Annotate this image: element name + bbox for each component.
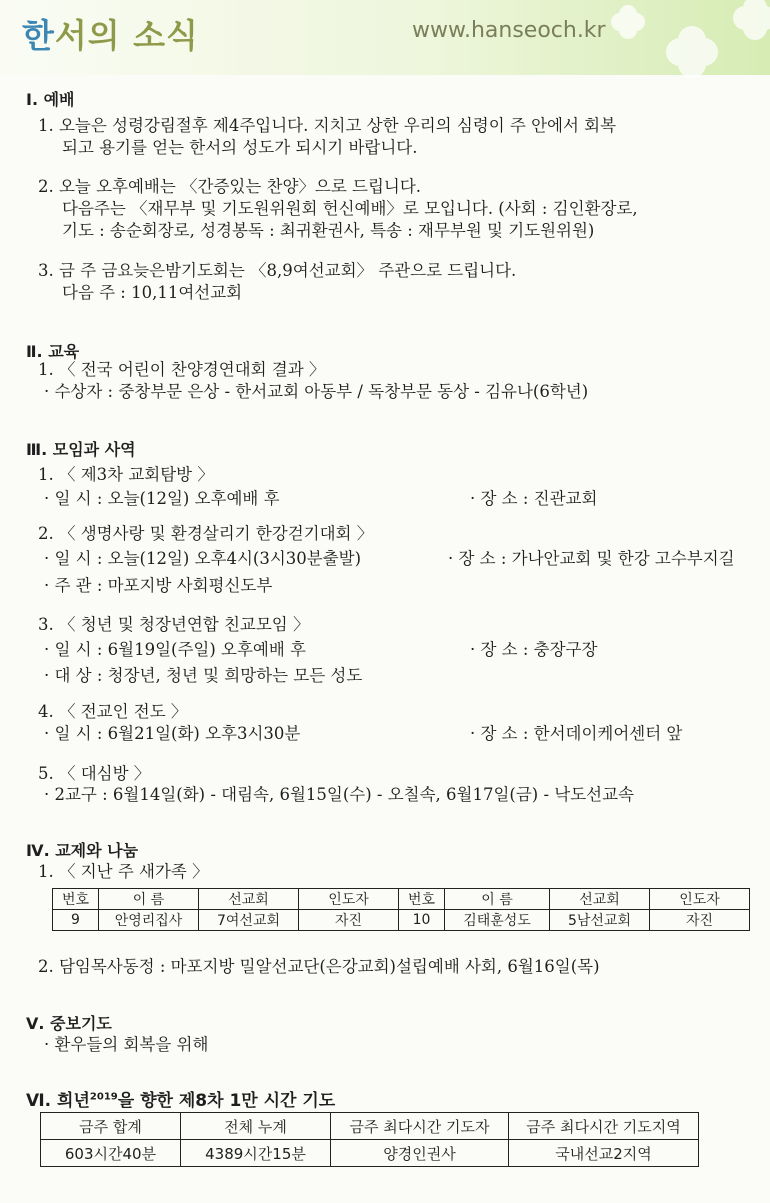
section-title-gathering: Ⅲ. 모임과 사역 — [26, 440, 136, 459]
table-cell: 5남선교회 — [550, 910, 650, 931]
gathering-item4-place: · 장 소 : 한서데이케어센터 앞 — [470, 724, 683, 743]
worship-item2-line2: 다음주는 〈재무부 및 기도원위원회 헌신예배〉로 모입니다. (사회 : 김인환장로, — [62, 199, 638, 218]
gathering-item3: 3. 〈 청년 및 청장년연합 친교모임 〉 — [38, 615, 310, 634]
table-header-cell: 금주 최다시간 기도자 — [331, 1113, 509, 1140]
section-title-jubilee — [26, 1086, 335, 1111]
gathering-item3-place: · 장 소 : 충장구장 — [470, 640, 598, 659]
table-header-cell: 번호 — [53, 889, 99, 910]
prayer-hours-table — [40, 1112, 699, 1167]
gathering-item4-date: · 일 시 : 6월21일(화) 오후3시30분 — [44, 724, 301, 743]
gathering-item2-date: · 일 시 : 오늘(12일) 오후4시(3시30분출발) — [44, 549, 362, 568]
table-header-cell: 선교회 — [199, 889, 299, 910]
new-family-table — [52, 888, 750, 931]
section-title-fellowship: Ⅳ. 교제와 나눔 — [26, 841, 139, 860]
worship-item1-line1: 1. 오늘은 성령강림절후 제4주입니다. 지치고 상한 우리의 심령이 주 안에서 회복 — [38, 116, 617, 135]
table-header-cell: 이 름 — [445, 889, 550, 910]
section-title-prayer: Ⅴ. 중보기도 — [26, 1014, 112, 1033]
table-header-cell: 인도자 — [650, 889, 750, 910]
gathering-item5-detail: · 2교구 : 6월14일(화) - 대림속, 6월15일(수) - 오칠속, 6월17일(금) - 낙도선교속 — [44, 785, 634, 804]
table-header-cell: 금주 합계 — [41, 1113, 181, 1140]
gathering-item3-date: · 일 시 : 6월19일(주일) 오후예배 후 — [44, 640, 306, 659]
table-cell: 9 — [53, 910, 99, 931]
table-cell: 안영리집사 — [99, 910, 199, 931]
gathering-item2-host: · 주 관 : 마포지방 사회평신도부 — [44, 576, 273, 595]
worship-item3-line2: 다음 주 : 10,11여선교회 — [62, 283, 243, 302]
worship-item2-line1: 2. 오늘 오후예배는 〈간증있는 찬양〉으로 드립니다. — [38, 177, 422, 196]
clover-decoration-icon — [560, 0, 770, 110]
table-header-cell: 번호 — [399, 889, 445, 910]
jubilee-title-part2: 을 향한 제8차 1만 시간 기도 — [117, 1091, 336, 1111]
prayer-item1: · 환우들의 회복을 위해 — [44, 1035, 209, 1054]
worship-item1-line2: 되고 용기를 얻는 한서의 성도가 되시기 바랍니다. — [62, 138, 418, 157]
worship-item3-line1: 3. 금 주 금요늦은밤기도회는 〈8,9여선교회〉 주관으로 드립니다. — [38, 261, 517, 280]
table-cell: 양경인권사 — [331, 1140, 509, 1167]
fellowship-item2: 2. 담임목사동정 : 마포지방 밀알선교단(은강교회)설립예배 사회, 6월16일(목) — [38, 957, 600, 976]
website-url: www.hanseoch.kr — [412, 18, 606, 43]
gathering-item1: 1. 〈 제3차 교회탐방 〉 — [38, 465, 214, 484]
section-title-education: Ⅱ. 교육 — [26, 342, 80, 361]
gathering-item1-place: · 장 소 : 진관교회 — [470, 489, 598, 508]
newsletter-logo: 한서의 소식 — [22, 16, 199, 55]
table-cell: 자진 — [650, 910, 750, 931]
table-header-cell: 금주 최다시간 기도지역 — [509, 1113, 699, 1140]
table-header-row — [41, 1113, 699, 1140]
gathering-item2-place: · 장 소 : 가나안교회 및 한강 고수부지길 — [448, 549, 735, 568]
table-cell: 김태훈성도 — [445, 910, 550, 931]
table-cell: 7여선교회 — [199, 910, 299, 931]
table-cell: 국내선교2지역 — [509, 1140, 699, 1167]
table-row — [41, 1140, 699, 1167]
table-header-row — [53, 889, 750, 910]
gathering-item3-target: · 대 상 : 청장년, 청년 및 희망하는 모든 성도 — [44, 666, 363, 685]
table-cell: 603시간40분 — [41, 1140, 181, 1167]
jubilee-title-year: 2019 — [89, 1091, 118, 1103]
table-header-cell: 전체 누계 — [181, 1113, 331, 1140]
table-header-cell: 이 름 — [99, 889, 199, 910]
page-header — [0, 0, 770, 75]
fellowship-item1: 1. 〈 지난 주 새가족 〉 — [38, 862, 209, 881]
table-header-cell: 선교회 — [550, 889, 650, 910]
gathering-item1-date: · 일 시 : 오늘(12일) 오후예배 후 — [44, 489, 280, 508]
gathering-item2: 2. 〈 생명사랑 및 환경살리기 한강걷기대회 〉 — [38, 524, 374, 543]
table-row — [53, 910, 750, 931]
gathering-item5: 5. 〈 대심방 〉 — [38, 764, 151, 783]
education-item1-detail: · 수상자 : 중창부문 은상 - 한서교회 아동부 / 독창부문 동상 - 김유나(6학년) — [44, 382, 589, 401]
worship-item2-line3: 기도 : 송순회장로, 성경봉독 : 최귀환권사, 특송 : 재무부원 및 기도원위원) — [62, 221, 595, 240]
table-cell: 자진 — [299, 910, 399, 931]
table-cell: 4389시간15분 — [181, 1140, 331, 1167]
jubilee-title-part1: Ⅵ. 희년 — [26, 1091, 90, 1111]
gathering-item4: 4. 〈 전교인 전도 〉 — [38, 702, 188, 721]
education-item1: 1. 〈 전국 어린이 찬양경연대회 결과 〉 — [38, 360, 326, 379]
table-cell: 10 — [399, 910, 445, 931]
section-title-worship: Ⅰ. 예배 — [26, 90, 75, 109]
table-header-cell: 인도자 — [299, 889, 399, 910]
